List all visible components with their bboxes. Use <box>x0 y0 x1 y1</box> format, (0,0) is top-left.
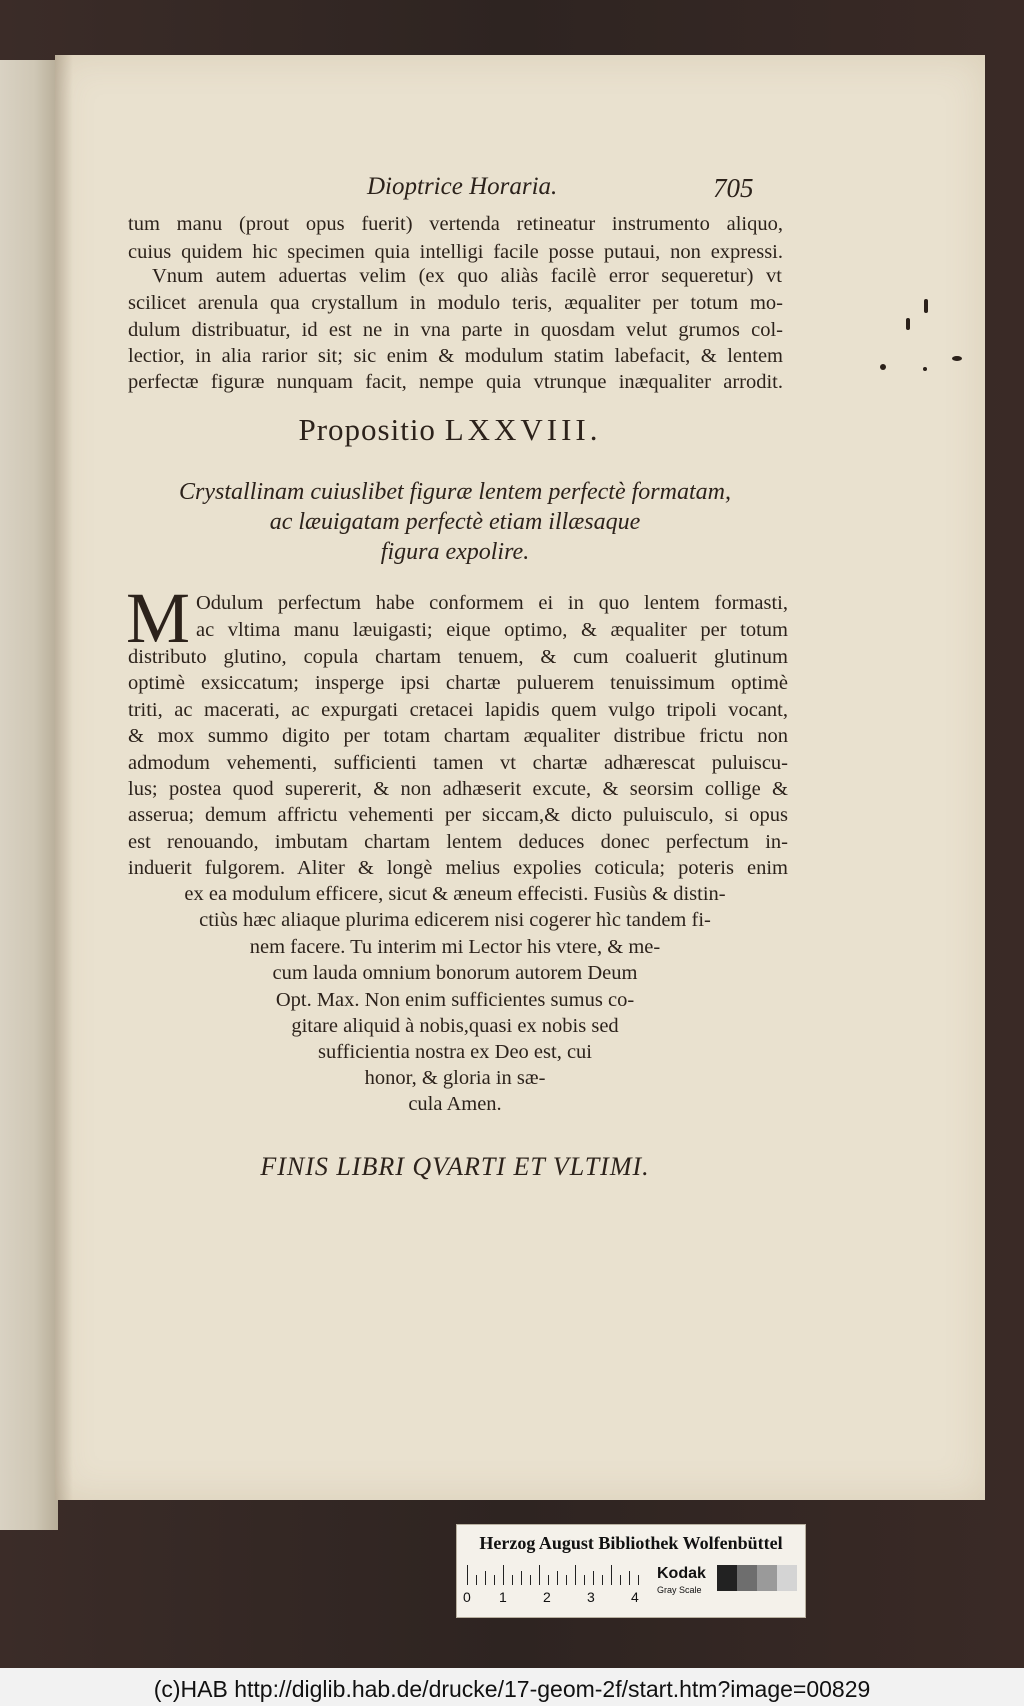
intro-line: cuius quidem hic specimen quia intelligi facile posse putaui, non expressi. <box>128 241 783 263</box>
gray-scale-caption: Gray Scale <box>657 1585 702 1595</box>
ruler-tick <box>575 1565 576 1585</box>
gray-swatch-mid <box>757 1565 777 1591</box>
paragraph-line: optimè exsiccatum; insperge ipsi chartæ puluerem tenuissimum optimè <box>128 672 788 694</box>
paragraph-line: admodum vehementi, sufficienti tamen vt chartæ adhærescat puluiscu- <box>128 752 788 774</box>
ruler-tick <box>467 1565 468 1585</box>
ruler-tick <box>584 1575 585 1585</box>
ruler-tick <box>539 1565 540 1585</box>
ruler-tick <box>530 1575 531 1585</box>
library-name: Herzog August Bibliothek Wolfenbüttel <box>479 1533 783 1553</box>
facing-page-edge <box>0 60 58 1530</box>
ruler-number: 4 <box>631 1589 639 1605</box>
ruler-number: 3 <box>587 1589 595 1605</box>
taper-line: Opt. Max. Non enim sufficientes sumus co- <box>275 989 635 1011</box>
intro-line: tum manu (prout opus fuerit) vertenda retineatur instrumento aliquo, <box>128 213 783 235</box>
drop-cap: M <box>126 578 191 658</box>
ruler-tick <box>476 1575 477 1585</box>
ruler-tick <box>521 1571 522 1585</box>
ruler-tick <box>512 1575 513 1585</box>
ruler-numbers <box>463 1589 663 1607</box>
taper-line: ctiùs hæc aliaque plurima edicerem nisi cogerer hìc tandem fi- <box>199 909 711 931</box>
ink-mark <box>924 299 928 313</box>
spine-shadow <box>55 55 73 1500</box>
taper-line: honor, & gloria in sæ- <box>364 1067 546 1089</box>
paragraph-line: lus; postea quod supererit, & non adhæserit excute, & seorsim collige & <box>128 778 788 800</box>
running-head: Dioptrice Horaria. <box>367 173 558 200</box>
intro-line: scilicet arenula qua crystallum in modulo teris, æqualiter per totum mo- <box>128 292 783 314</box>
ruler-tick <box>566 1575 567 1585</box>
ruler-tick <box>485 1571 486 1585</box>
paragraph-line: induerit fulgorem. Aliter & longè melius expolies coticula; poteris enim <box>128 857 788 879</box>
library-scale-card <box>456 1524 806 1618</box>
intro-line: dulum distribuatur, id est ne in vna parte in quosdam velut grumos col- <box>128 319 783 341</box>
ruler-tick <box>593 1571 594 1585</box>
gray-swatch-dark <box>737 1565 757 1591</box>
proposition-heading <box>200 412 700 448</box>
ruler-tick <box>629 1571 630 1585</box>
taper-line: cula Amen. <box>408 1093 502 1115</box>
ruler-tick <box>638 1575 639 1585</box>
ruler-number: 2 <box>543 1589 551 1605</box>
kodak-logo: Kodak <box>657 1565 706 1582</box>
gray-swatch-light <box>777 1565 797 1591</box>
ink-mark <box>880 364 886 370</box>
ink-mark <box>906 318 910 330</box>
copyright-url: (c)HAB http://diglib.hab.de/drucke/17-geom-2f/start.htm?image=00829 <box>153 1676 871 1702</box>
ruler-tick <box>557 1571 558 1585</box>
taper-line: sufficientia nostra ex Deo est, cui <box>317 1041 592 1063</box>
finis-colophon: FINIS LIBRI QVARTI ET VLTIMI. <box>260 1152 650 1181</box>
intro-line: lectior, in alia rarior sit; sic enim & modulum statim labefacit, & lentem <box>128 345 783 367</box>
intro-line: Vnum autem aduertas velim (ex quo aliàs facilè error sequeretur) vt <box>152 265 782 287</box>
ruler-number: 0 <box>463 1589 471 1605</box>
enunciation-line: ac læuigatam perfectè etiam illæsaque <box>269 509 641 535</box>
proposition-number: LXXVIII. <box>444 412 602 447</box>
ruler-number: 1 <box>499 1589 507 1605</box>
ruler-tick <box>548 1575 549 1585</box>
ruler-tick <box>602 1575 603 1585</box>
ruler-tick <box>503 1565 504 1585</box>
gray-swatch-black <box>717 1565 737 1591</box>
intro-line: perfectæ figuræ nunquam facit, nempe quia vtrunque inæqualiter arrodit. <box>128 371 783 393</box>
paragraph-line: Odulum perfectum habe conformem ei in quo lentem formasti, <box>196 592 788 614</box>
paragraph-line: asserua; demum affrictu vehementi per siccam,& dicto puluisculo, si opus <box>128 804 788 826</box>
paragraph-line: est renouando, imbutam chartam lentem deduces donec perfectum in- <box>128 831 788 853</box>
ruler-tick <box>620 1575 621 1585</box>
ruler-tick <box>611 1565 612 1585</box>
enunciation-line: figura expolire. <box>380 539 530 565</box>
proposition-label: Propositio <box>298 412 436 447</box>
taper-line: ex ea modulum efficere, sicut & æneum effecisti. Fusiùs & distin- <box>184 883 726 905</box>
page-number: 705 <box>713 173 754 203</box>
enunciation-line: Crystallinam cuiuslibet figuræ lentem perfectè formatam, <box>179 479 731 505</box>
ink-mark <box>923 367 927 371</box>
paragraph-line: triti, ac macerati, ac expurgati cretacei lapidis quem vulgo tripoli vocant, <box>128 699 788 721</box>
paragraph-line: & mox summo digito per totam chartam æqualiter distribue frictu non <box>128 725 788 747</box>
ruler-tick <box>494 1575 495 1585</box>
taper-line: nem facere. Tu interim mi Lector his vtere, & me- <box>249 936 661 958</box>
paragraph-line: ac vltima manu læuigasti; eique optimo, & æqualiter per totum <box>196 619 788 641</box>
ink-mark <box>952 356 962 361</box>
centimeter-ruler <box>467 1565 647 1585</box>
taper-line: gitare aliquid à nobis,quasi ex nobis sed <box>291 1015 619 1037</box>
taper-line: cum lauda omnium bonorum autorem Deum <box>272 962 638 984</box>
paragraph-line: distributo glutino, copula chartam tenuem, & cum coaluerit glutinum <box>128 646 788 668</box>
